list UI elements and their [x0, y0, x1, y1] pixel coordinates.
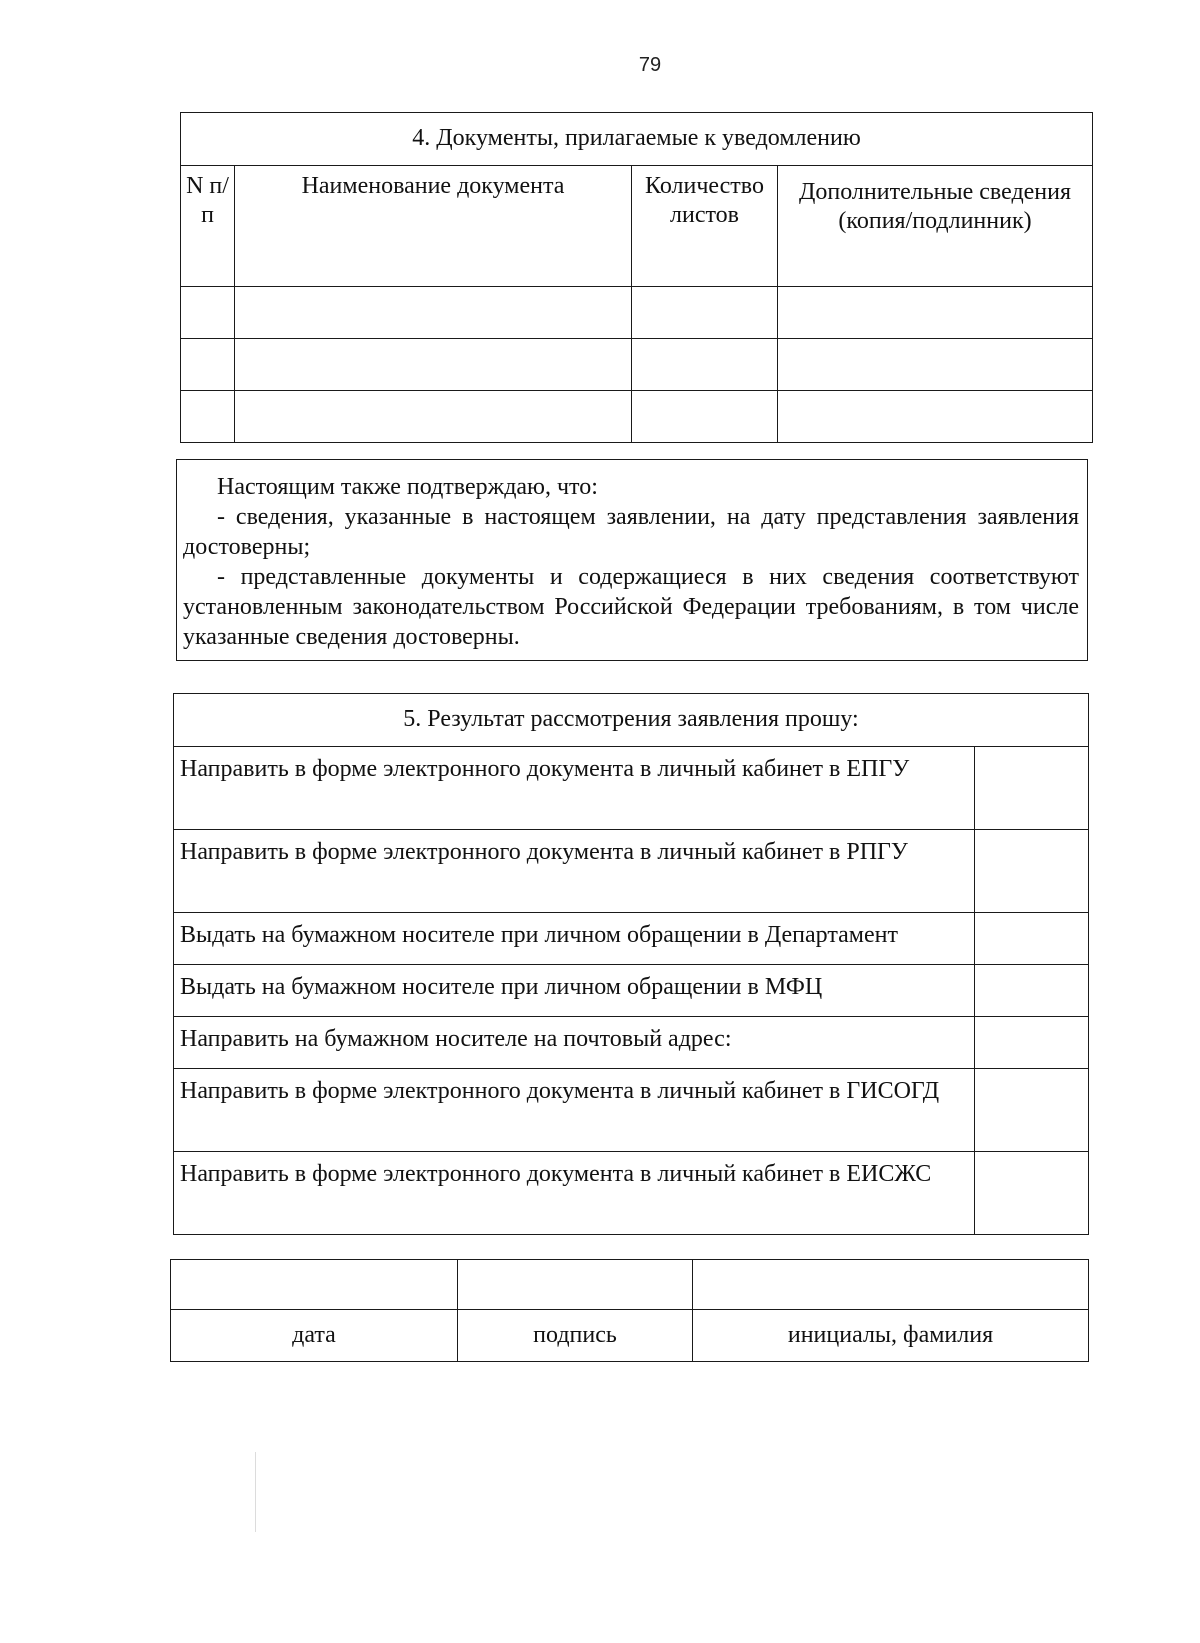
option-postal-label: Направить на бумажном носителе на почтовый адрес:	[174, 1017, 975, 1069]
header-sheet-count: Количество листов	[632, 166, 778, 287]
row-3-name[interactable]	[235, 391, 632, 443]
row-2-sheets[interactable]	[632, 339, 778, 391]
option-rpgu-checkbox[interactable]	[975, 830, 1089, 913]
header-num: N п/п	[181, 166, 235, 287]
row-1-name[interactable]	[235, 287, 632, 339]
row-2-extra[interactable]	[778, 339, 1093, 391]
confirmation-item-1: - сведения, указанные в настоящем заявлении, на дату представления заявления достоверны;	[183, 504, 1079, 560]
signature-table	[170, 1259, 1089, 1362]
confirmation-item-2: - представленные документы и содержащиеся в них сведения соответствуют установленным законодательством Российской Федерации требованиям, в том числе указанные сведения достоверны.	[183, 564, 1079, 650]
result-table	[173, 693, 1089, 1235]
option-mfc-checkbox[interactable]	[975, 965, 1089, 1017]
signature-field[interactable]	[458, 1260, 693, 1310]
option-mfc-label: Выдать на бумажном носителе при личном обращении в МФЦ	[174, 965, 975, 1017]
date-field[interactable]	[171, 1260, 458, 1310]
table-row	[181, 339, 1093, 391]
confirmation-intro: Настоящим также подтверждаю, что:	[217, 474, 598, 500]
name-label: инициалы, фамилия	[693, 1310, 1089, 1362]
option-row	[174, 1017, 1089, 1069]
option-eiszhs-label: Направить в форме электронного документа в личный кабинет в ЕИСЖС	[174, 1152, 975, 1235]
row-3-sheets[interactable]	[632, 391, 778, 443]
row-1-sheets[interactable]	[632, 287, 778, 339]
page-number: 79	[638, 54, 662, 76]
option-row	[174, 1069, 1089, 1152]
row-1-extra[interactable]	[778, 287, 1093, 339]
row-2-name[interactable]	[235, 339, 632, 391]
documents-table-title: 4. Документы, прилагаемые к уведомлению	[181, 113, 1093, 166]
option-row	[174, 830, 1089, 913]
confirmation-box	[176, 459, 1088, 661]
name-field[interactable]	[693, 1260, 1089, 1310]
documents-table	[180, 112, 1093, 443]
result-table-title: 5. Результат рассмотрения заявления прошу:	[174, 694, 1089, 747]
option-row	[174, 1152, 1089, 1235]
row-3-extra[interactable]	[778, 391, 1093, 443]
option-epgu-checkbox[interactable]	[975, 747, 1089, 830]
row-3-num[interactable]	[181, 391, 235, 443]
option-gisogd-checkbox[interactable]	[975, 1069, 1089, 1152]
option-department-label: Выдать на бумажном носителе при личном обращении в Департамент	[174, 913, 975, 965]
table-row	[181, 287, 1093, 339]
option-row	[174, 747, 1089, 830]
option-epgu-label: Направить в форме электронного документа в личный кабинет в ЕПГУ	[174, 747, 975, 830]
date-label: дата	[171, 1310, 458, 1362]
option-postal-checkbox[interactable]	[975, 1017, 1089, 1069]
option-department-checkbox[interactable]	[975, 913, 1089, 965]
option-rpgu-label: Направить в форме электронного документа в личный кабинет в РПГУ	[174, 830, 975, 913]
option-row	[174, 913, 1089, 965]
header-additional-info: Дополнительные сведения (копия/подлинник)	[778, 166, 1093, 287]
row-2-num[interactable]	[181, 339, 235, 391]
signature-label: подпись	[458, 1310, 693, 1362]
row-1-num[interactable]	[181, 287, 235, 339]
option-gisogd-label: Направить в форме электронного документа в личный кабинет в ГИСОГД	[174, 1069, 975, 1152]
scan-artifact	[255, 1452, 256, 1532]
table-row	[181, 391, 1093, 443]
option-row	[174, 965, 1089, 1017]
header-document-name: Наименование документа	[235, 166, 632, 287]
option-eiszhs-checkbox[interactable]	[975, 1152, 1089, 1235]
